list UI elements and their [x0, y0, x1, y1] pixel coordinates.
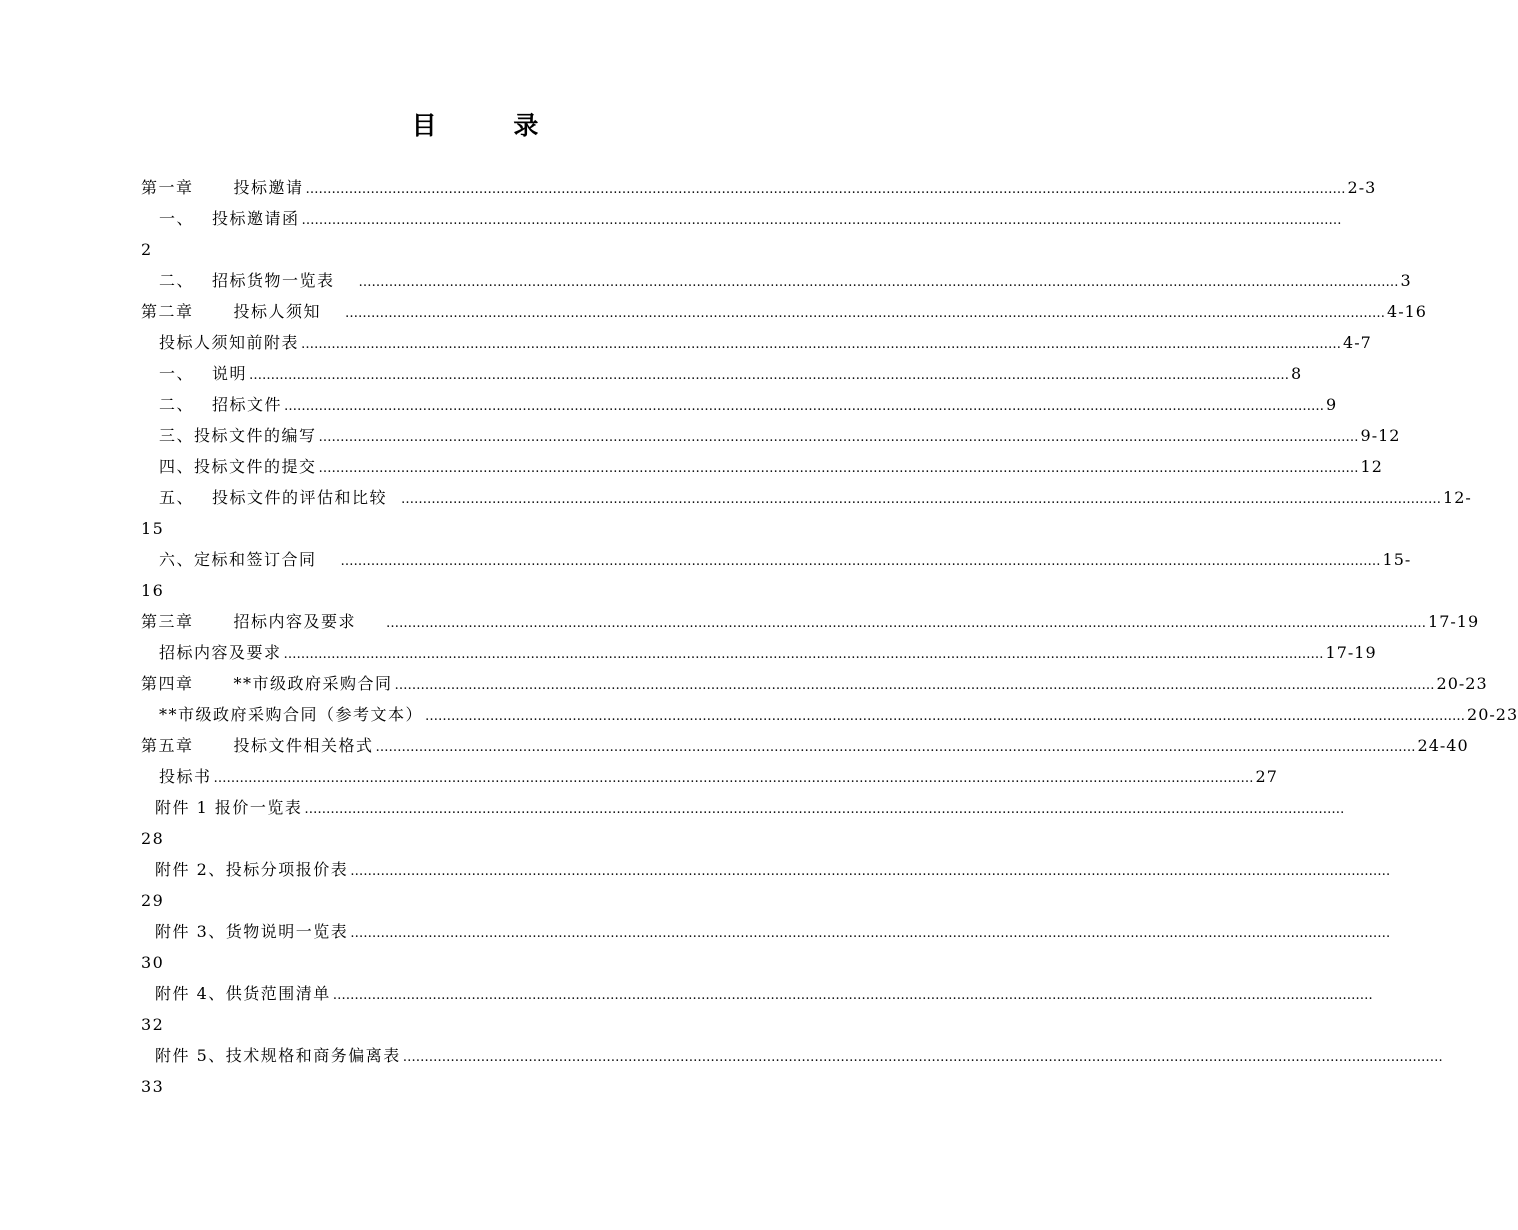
toc-entry[interactable]	[141, 1040, 1443, 1071]
toc-leader-dots: ……………………………………………………………………………………………………………………………………………………………………………………………………………………	[283, 647, 1324, 662]
toc-entry-page: 17-19	[1428, 612, 1480, 631]
page-title: 目 录	[411, 111, 573, 140]
toc-entry-number: 第五章	[141, 736, 194, 755]
toc-leader-dots: ……………………………………………………………………………………………………………………………………………………………………………………………………………………	[284, 399, 1325, 414]
toc-entry-page: 9-12	[1360, 426, 1401, 445]
toc-leader-dots: ……………………………………………………………………………………………………………………………………………………………………………………………………………………	[350, 864, 1391, 879]
toc-entry-page: 12	[1360, 457, 1383, 476]
toc-entry-title: **市级政府采购合同（参考文本）	[159, 705, 424, 724]
toc-entry-page-continued: 16	[141, 581, 165, 600]
toc-entry-number: 第二章	[141, 302, 194, 321]
toc-entry-title: 四、投标文件的提交	[159, 457, 317, 476]
toc-leader-dots: ……………………………………………………………………………………………………………………………………………………………………………………………………………………	[402, 1050, 1443, 1065]
toc-entry-title: 投标人须知	[233, 302, 322, 321]
toc-entry-page: 15-	[1382, 550, 1412, 569]
toc-leader-dots: ……………………………………………………………………………………………………………………………………………………………………………………………………………………	[249, 368, 1290, 383]
toc-entry[interactable]	[141, 978, 1373, 1009]
toc-entry-title: 说明	[212, 364, 248, 383]
toc-entry-title: 投标邀请	[233, 178, 304, 197]
toc-entry-title: 投标文件的评估和比较	[212, 488, 388, 507]
toc-entry[interactable]	[141, 482, 1472, 513]
toc-entry[interactable]	[141, 544, 1412, 575]
toc-entry-number: 第三章	[141, 612, 194, 631]
toc-entry-title: 六、定标和签订合同	[159, 550, 317, 569]
toc-entry-page: 4-7	[1343, 333, 1372, 352]
toc-entry-page: 20-23	[1467, 705, 1518, 724]
toc-entry-page: 4-16	[1387, 302, 1427, 321]
toc-entry-page: 17-19	[1325, 643, 1377, 662]
toc-leader-dots: ……………………………………………………………………………………………………………………………………………………………………………………………………………………	[318, 430, 1359, 445]
toc-entry-number: 一、	[159, 364, 195, 383]
toc-entry-number: 第一章	[141, 178, 194, 197]
toc-leader-dots: ……………………………………………………………………………………………………………………………………………………………………………………………………………………	[305, 182, 1346, 197]
toc-leader-dots: ……………………………………………………………………………………………………………………………………………………………………………………………………………………	[301, 213, 1342, 228]
toc-entry-title: 招标内容及要求	[233, 612, 357, 631]
toc-entry-number: 一、	[159, 209, 195, 228]
toc-entry[interactable]	[141, 916, 1391, 947]
toc-entry[interactable]	[141, 358, 1303, 389]
toc-entry[interactable]	[141, 203, 1342, 234]
toc-entry[interactable]	[141, 451, 1383, 482]
table-of-contents	[141, 172, 1518, 1102]
toc-entry-title: 招标货物一览表	[212, 271, 335, 290]
toc-entry[interactable]	[141, 172, 1377, 203]
toc-entry-page: 3	[1400, 271, 1412, 290]
toc-leader-dots: ……………………………………………………………………………………………………………………………………………………………………………………………………………………	[386, 616, 1427, 631]
toc-entry-title: 三、投标文件的编写	[159, 426, 317, 445]
toc-entry-number: 五、	[159, 488, 195, 507]
toc-entry-title: 投标人须知前附表	[159, 333, 300, 352]
toc-entry-number: 第四章	[141, 674, 194, 693]
toc-entry[interactable]	[141, 854, 1391, 885]
toc-entry-page-continued: 32	[141, 1015, 165, 1034]
toc-entry-title: 附件 4、供货范围清单	[155, 984, 331, 1003]
toc-entry[interactable]	[141, 792, 1345, 823]
toc-entry-title: 投标文件相关格式	[233, 736, 374, 755]
toc-entry-title: 投标书	[159, 767, 212, 786]
toc-entry-page-continued: 28	[141, 829, 165, 848]
toc-entry-page-continued: 2	[141, 240, 153, 259]
toc-entry[interactable]	[141, 730, 1469, 761]
toc-leader-dots: ……………………………………………………………………………………………………………………………………………………………………………………………………………………	[345, 306, 1386, 321]
toc-entry-page-continued: 30	[141, 953, 165, 972]
toc-entry-page: 8	[1291, 364, 1303, 383]
toc-entry-title: 附件 5、技术规格和商务偏离表	[155, 1046, 401, 1065]
toc-leader-dots: ……………………………………………………………………………………………………………………………………………………………………………………………………………………	[318, 461, 1359, 476]
toc-leader-dots: ……………………………………………………………………………………………………………………………………………………………………………………………………………………	[350, 926, 1391, 941]
toc-entry-title: 投标邀请函	[212, 209, 300, 228]
toc-leader-dots: ……………………………………………………………………………………………………………………………………………………………………………………………………………………	[332, 988, 1373, 1003]
toc-entry[interactable]	[141, 637, 1377, 668]
toc-entry-page-continued: 15	[141, 519, 165, 538]
toc-entry-page: 9	[1326, 395, 1338, 414]
toc-entry-title: 招标文件	[212, 395, 283, 414]
toc-entry[interactable]	[141, 606, 1480, 637]
toc-entry-title: 附件 1 报价一览表	[155, 798, 303, 817]
toc-leader-dots: ……………………………………………………………………………………………………………………………………………………………………………………………………………………	[301, 337, 1342, 352]
toc-entry-title: 附件 2、投标分项报价表	[155, 860, 349, 879]
toc-entry-number: 二、	[159, 395, 195, 414]
toc-entry[interactable]	[141, 327, 1372, 358]
toc-entry-page: 20-23	[1436, 674, 1488, 693]
toc-leader-dots: ……………………………………………………………………………………………………………………………………………………………………………………………………………………	[358, 275, 1399, 290]
toc-leader-dots: ……………………………………………………………………………………………………………………………………………………………………………………………………………………	[304, 802, 1345, 817]
toc-entry-number: 二、	[159, 271, 195, 290]
toc-entry[interactable]	[141, 761, 1278, 792]
toc-leader-dots: ……………………………………………………………………………………………………………………………………………………………………………………………………………………	[213, 771, 1254, 786]
toc-entry[interactable]	[141, 265, 1412, 296]
toc-entry-page-continued: 29	[141, 891, 165, 910]
toc-leader-dots: ……………………………………………………………………………………………………………………………………………………………………………………………………………………	[375, 740, 1416, 755]
toc-entry[interactable]	[141, 296, 1427, 327]
toc-leader-dots: ……………………………………………………………………………………………………………………………………………………………………………………………………………………	[394, 678, 1435, 693]
toc-entry-page: 12-	[1443, 488, 1472, 507]
toc-leader-dots: ……………………………………………………………………………………………………………………………………………………………………………………………………………………	[340, 554, 1381, 569]
toc-entry[interactable]	[141, 668, 1488, 699]
toc-entry-title: 招标内容及要求	[159, 643, 282, 662]
toc-entry-page-continued: 33	[141, 1077, 165, 1096]
toc-entry-title: 附件 3、货物说明一览表	[155, 922, 349, 941]
toc-entry[interactable]	[141, 389, 1338, 420]
toc-entry-title: **市级政府采购合同	[233, 674, 393, 693]
toc-entry-page: 24-40	[1417, 736, 1469, 755]
toc-entry-page: 27	[1255, 767, 1278, 786]
toc-entry-page: 2-3	[1347, 178, 1377, 197]
toc-leader-dots: ……………………………………………………………………………………………………………………………………………………………………………………………………………………	[401, 492, 1442, 507]
toc-leader-dots: ……………………………………………………………………………………………………………………………………………………………………………………………………………………	[425, 709, 1466, 724]
toc-entry[interactable]	[141, 420, 1401, 451]
toc-entry[interactable]	[141, 699, 1518, 730]
